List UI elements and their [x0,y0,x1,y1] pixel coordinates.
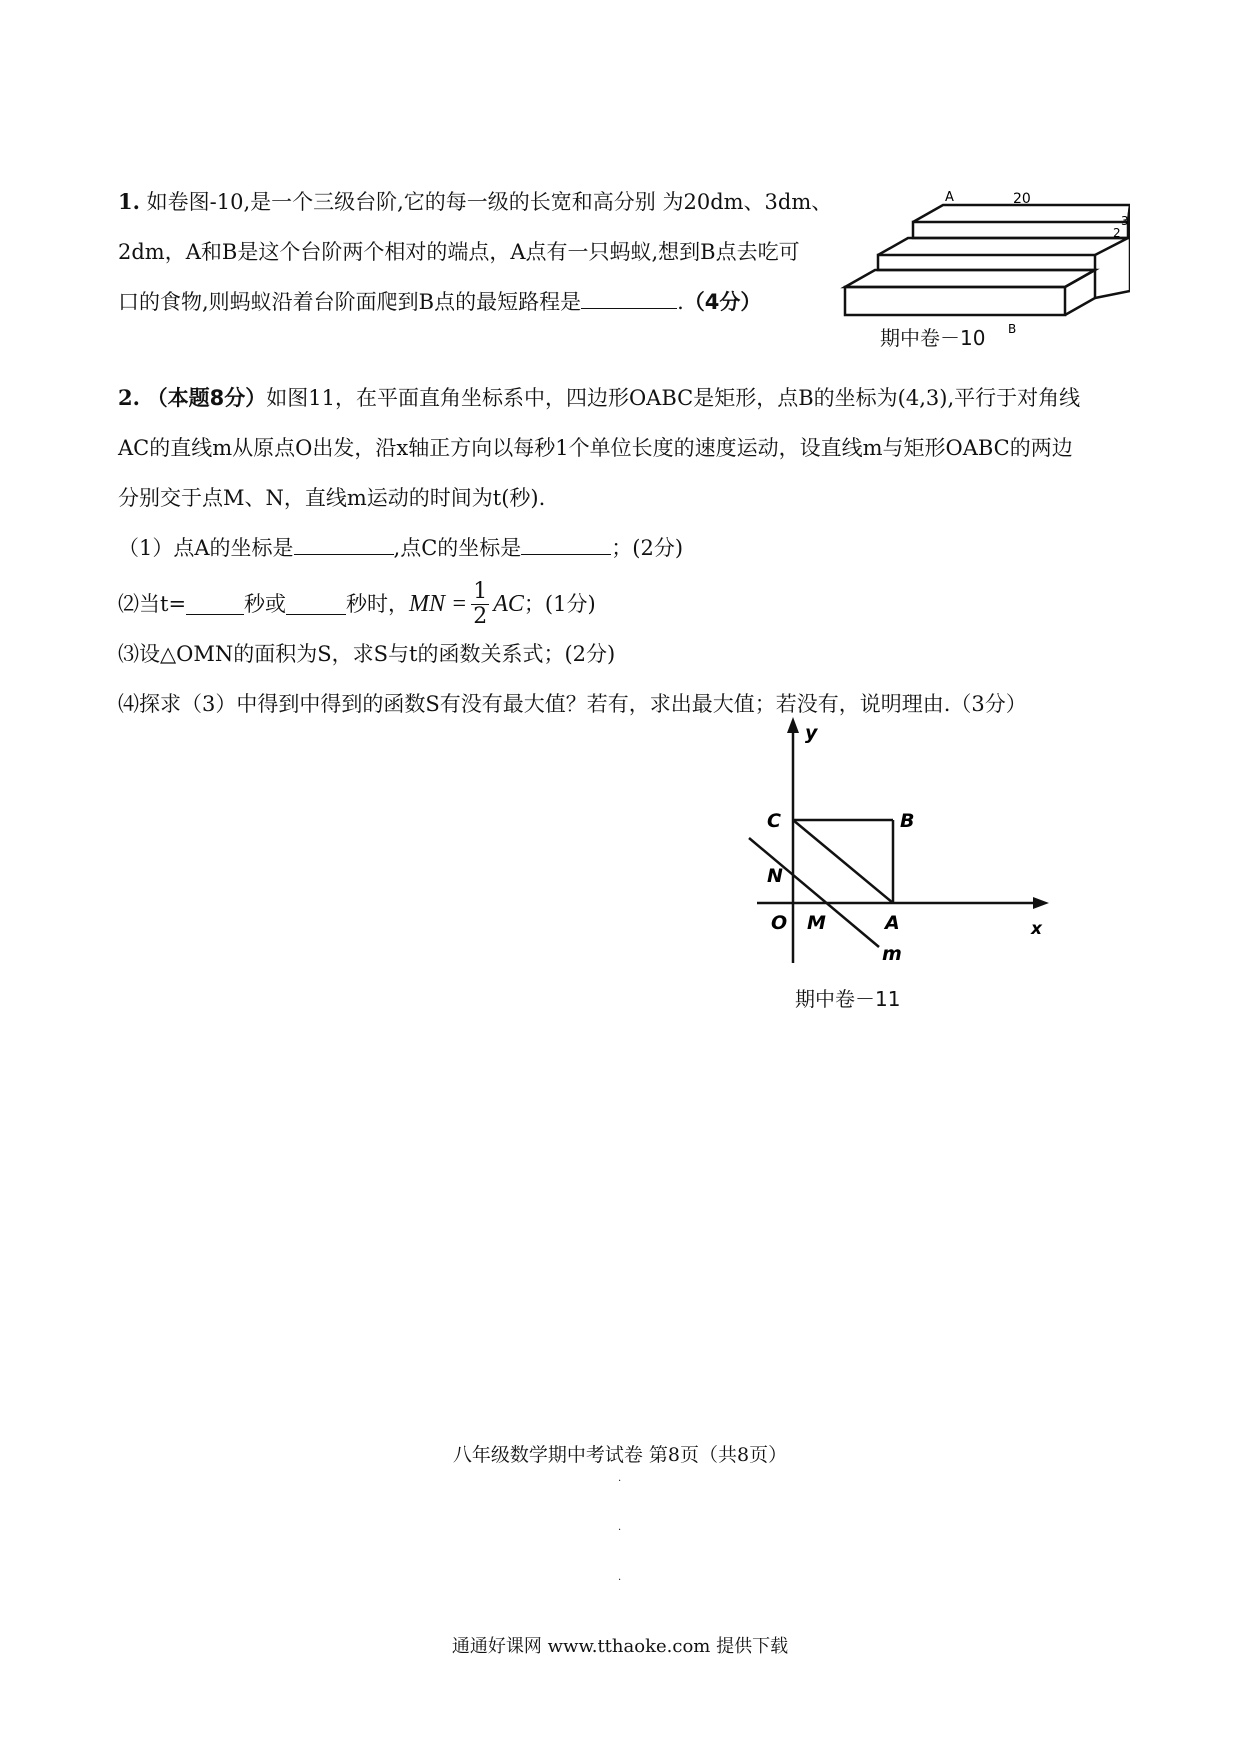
mn-equals: MN = [409,591,468,617]
y-axis-arrow [787,717,799,733]
label-b: B [900,810,915,832]
q2-part2-text-d: ；(1分) [523,592,596,616]
q2-part2-text-c: 秒时， [346,592,410,616]
q2-part4: ⑷探求（3）中得到中得到的函数S有没有最大值？若有，求出最大值；若没有，说明理由.（3分） [118,692,1027,716]
q2-part2 [118,574,596,634]
label-y: y [805,722,818,744]
q2-line3: 分别交于点M、N，直线m运动的时间为t(秒). [118,486,546,510]
q2-part2-text-b: 秒或 [244,592,287,616]
point-a-blank[interactable] [294,534,394,555]
q2-number: 2. [118,385,140,410]
fraction-one-half [471,580,489,629]
label-a: A [885,912,900,934]
label-o: O [771,912,788,934]
q2-line1 [118,384,1080,412]
step-3-front [913,222,1128,238]
ac-term: AC [493,591,524,617]
q1-answer-blank[interactable] [581,288,677,309]
q1-text-line3: 口的食物,则蚂蚁沿着台阶面爬到B点的最短路程是 [118,290,582,314]
footer-dot-2: . [618,1522,622,1533]
q2-part1-text-b: ,点C的坐标是 [393,536,522,560]
step-2-top [878,238,1128,255]
stair-label-2: 2 [1113,226,1121,240]
step-3-top [913,205,1130,222]
label-m: M [807,912,826,934]
q2-part1-text-a: （1）点A的坐标是 [118,536,294,560]
label-line-m: m [882,943,902,965]
t-blank-2[interactable] [286,594,346,615]
step-1-top [845,270,1095,287]
figure-11-caption: 期中卷－11 [795,987,901,1011]
staircase-figure [840,185,1130,345]
q2-part1-text-c: ；(2分) [611,536,684,560]
diagonal-ac [793,820,893,903]
step-2-front [878,255,1095,270]
t-blank-1[interactable] [186,594,244,615]
q1-line1 [118,188,832,216]
step-1-side [1065,270,1095,315]
step-1-front [845,287,1065,315]
q2-part1 [118,534,683,562]
site-credit: 通通好课网 www.tthaoke.com 提供下载 [451,1636,789,1657]
q1-line2: 2dm，A和B是这个台阶两个相对的端点，A点有一只蚂蚁,想到B点去吃可 [118,240,800,264]
fraction-denominator: 2 [473,603,488,629]
q1-text-line1: 如卷图-10,是一个三级台阶,它的每一级的长宽和高分别 为20dm、3dm、 [146,190,833,214]
footer-dot-1: . [618,1473,622,1484]
footer-dot-3: . [618,1572,622,1583]
q2-score-head: （本题8分） [146,386,267,410]
point-c-blank[interactable] [521,534,611,555]
q2-part2-text-a: ⑵当t= [118,592,187,616]
q1-score: （4分） [683,290,762,314]
figure-10-caption: 期中卷－10 [880,326,986,350]
stair-label-b: B [1008,322,1017,336]
stair-label-20: 20 [1013,191,1031,207]
label-x: x [1031,919,1042,939]
stair-label-a: A [945,190,954,205]
stair-label-3: 3 [1121,214,1129,228]
q1-line3 [118,288,761,316]
q1-period: . [677,290,684,314]
q2-line2: AC的直线m从原点O出发，沿x轴正方向以每秒1个单位长度的速度运动，设直线m与矩形OABC的两边 [118,436,1073,460]
x-axis-arrow [1033,897,1049,909]
page-footer: 八年级数学期中考试卷 第8页（共8页） [452,1444,788,1466]
q2-part3: ⑶设△OMN的面积为S，求S与t的函数关系式；(2分) [118,642,616,666]
label-c: C [767,810,781,832]
label-n: N [767,865,783,887]
q2-text-line1: 如图11，在平面直角坐标系中，四边形OABC是矩形，点B的坐标为(4,3),平行于对角线 [266,386,1081,410]
coordinate-figure [745,715,1055,970]
fraction-numerator: 1 [473,578,488,604]
q1-number: 1. [118,189,140,214]
